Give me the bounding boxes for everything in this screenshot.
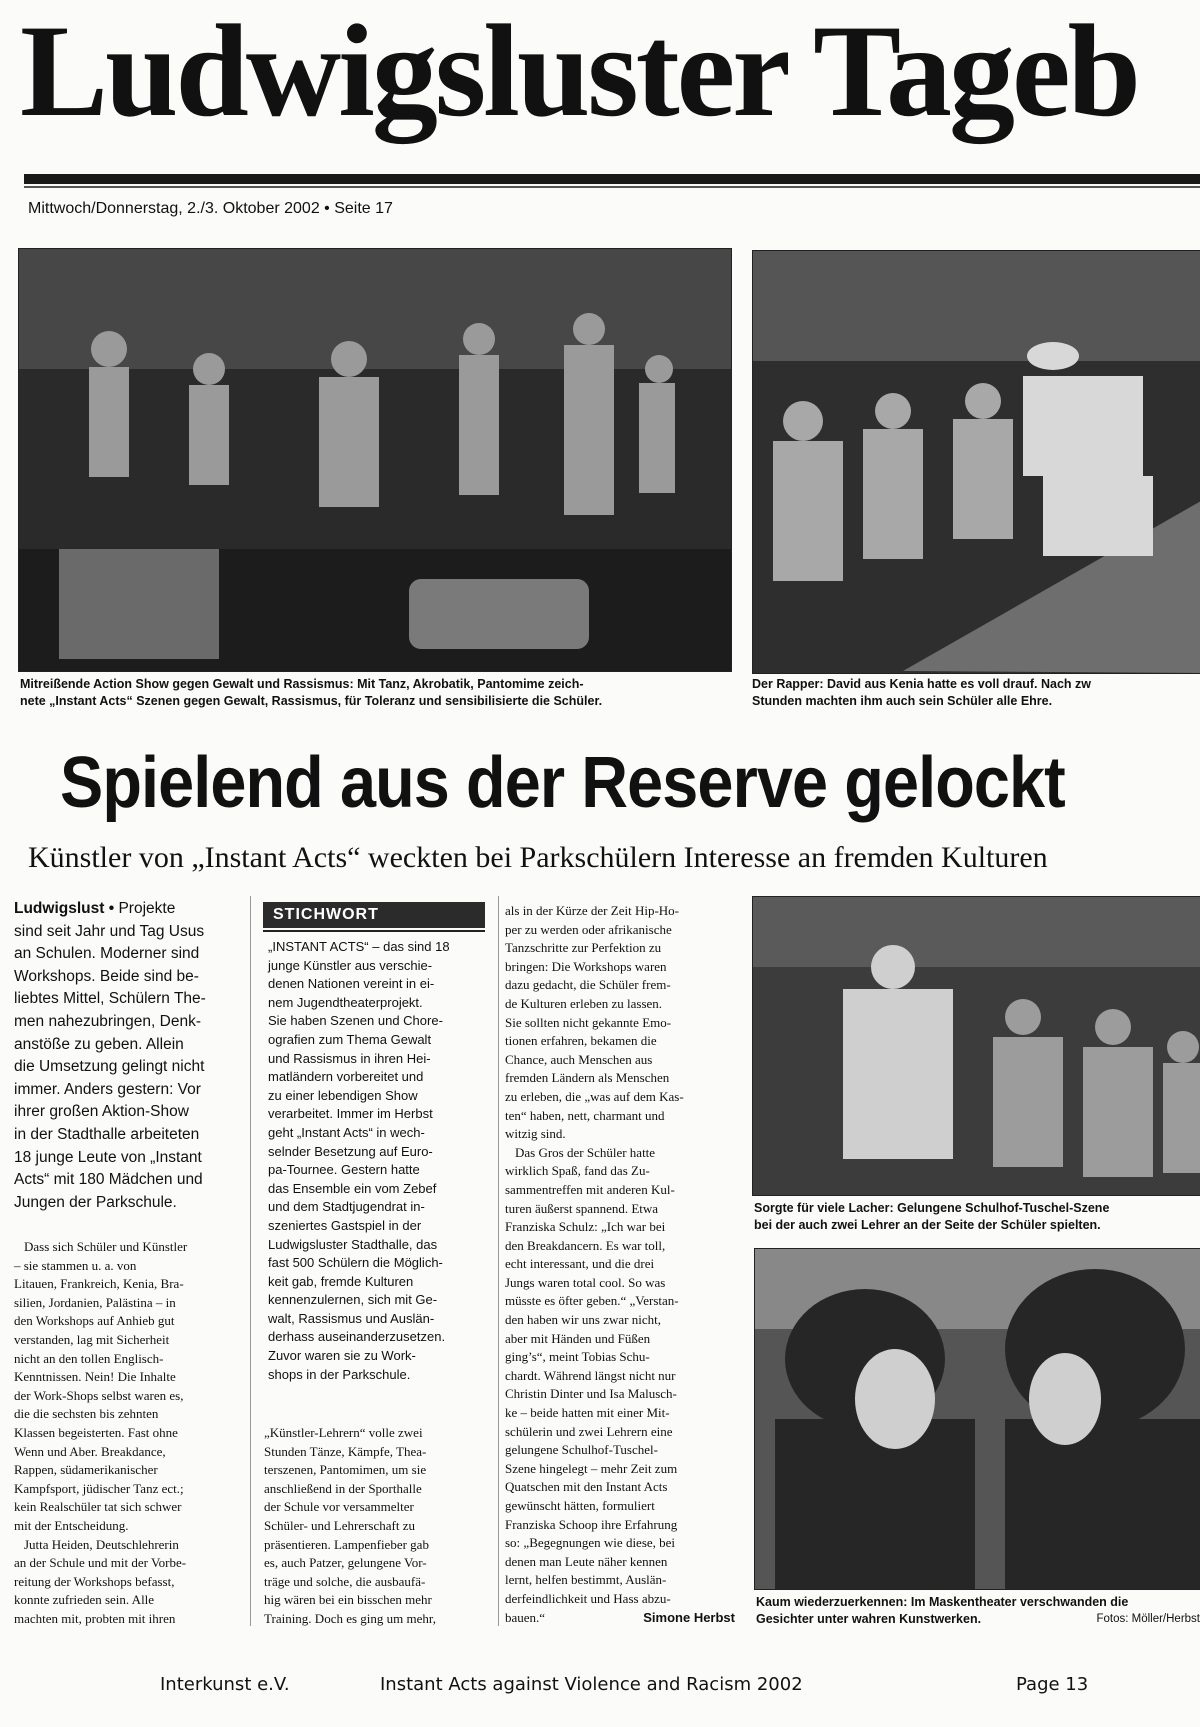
body-line: nicht an den tollen Englisch-: [14, 1350, 164, 1366]
photo-mask-theater: [754, 1248, 1200, 1590]
stichwort-line: szeniertes Gastspiel in der: [268, 1217, 422, 1233]
body-line: turen äußerst spannend. Etwa: [505, 1200, 659, 1216]
masthead-rule-thin: [24, 186, 1200, 188]
body-line: chardt. Während längst nicht nur: [505, 1367, 676, 1383]
caption-line: Mitreißende Action Show gegen Gewalt und Rassismus: Mit Tanz, Akrobatik, Pantomime zeich-: [20, 677, 584, 691]
body-line: Training. Doch es ging um mehr,: [264, 1610, 436, 1626]
column-divider: [250, 896, 251, 1626]
body-line: witzig sind.: [505, 1126, 566, 1142]
body-line: zu erleben, die „was auf dem Kas-: [505, 1088, 684, 1104]
body-line: Kenntnissen. Nein! Die Inhalte: [14, 1369, 176, 1385]
body-line: die die sechsten bis zehnten: [14, 1406, 159, 1422]
body-line: konnte zufrieden sein. Alle: [14, 1592, 155, 1608]
lead-line: Acts“ mit 180 Mädchen und: [14, 1171, 203, 1189]
body-line: ke – beide hatten mit einer Mit-: [505, 1405, 670, 1421]
body-line: Litauen, Frankreich, Kenia, Bra-: [14, 1276, 184, 1292]
stichwort-text: [268, 938, 488, 1384]
body-line: Sie sollten nicht gekannte Emo-: [505, 1014, 672, 1030]
lead-line: immer. Anders gestern: Vor: [14, 1080, 201, 1098]
stichwort-line: verarbeitet. Immer im Herbst: [268, 1106, 433, 1122]
body-line: wirklich Spaß, fand das Zu-: [505, 1163, 650, 1179]
body-line: müsste es öfter geben.“ „Verstan-: [505, 1293, 679, 1309]
caption-line-2: [756, 1611, 1200, 1628]
lead-line: anstöße zu geben. Allein: [14, 1035, 184, 1053]
lead-line: 18 junge Leute von „Instant: [14, 1148, 202, 1166]
body-line: silien, Jordanien, Palästina – in: [14, 1294, 176, 1310]
masthead-rule: [24, 174, 1200, 184]
stichwort-line: shops in der Parkschule.: [268, 1366, 411, 1382]
caption-line: nete „Instant Acts“ Szenen gegen Gewalt, Rassismus, für Toleranz und sensibilisierte die Schüler.: [20, 694, 603, 708]
body-line: Franziska Schoop ihre Erfahrung: [505, 1516, 678, 1532]
body-line: fremden Ländern als Menschen: [505, 1070, 670, 1086]
body-line: „Künstler-Lehrern“ volle zwei: [264, 1425, 423, 1440]
body-line: gewünscht hätten, formuliert: [505, 1498, 655, 1513]
body-line: sammentreffen mit anderen Kul-: [505, 1181, 675, 1197]
stichwort-line: denen Nationen vereint in ei-: [268, 976, 435, 992]
stichwort-line: selnder Besetzung auf Euro-: [268, 1143, 433, 1159]
caption-photo-rapper: [752, 676, 1200, 710]
body-line: den Workshops auf Anhieb gut: [14, 1313, 175, 1329]
body-line: als in der Kürze der Zeit Hip-Ho-: [505, 903, 679, 918]
stichwort-line: keit gab, fremde Kulturen: [268, 1273, 414, 1289]
body-line: Christin Dinter und Isa Malusch-: [505, 1386, 677, 1402]
stichwort-line: das Ensemble ein vom Zebef: [268, 1180, 437, 1196]
body-line: an der Schule und mit der Vorbe-: [14, 1555, 187, 1571]
body-line: Das Gros der Schüler hatte: [515, 1144, 656, 1160]
stichwort-line: und Rassismus in ihren Hei-: [268, 1050, 431, 1066]
body-line: der Schule vor versammelter: [264, 1499, 414, 1515]
caption-line: Kaum wiederzuerkennen: Im Maskentheater verschwanden die: [756, 1595, 1129, 1609]
body-line: hig wären bei ein bisschen mehr: [264, 1592, 432, 1608]
body-line: anschließend in der Sporthalle: [264, 1480, 422, 1496]
column-divider: [498, 896, 499, 1626]
caption-line: Stunden machten ihm auch sein Schüler alle Ehre.: [752, 694, 1053, 708]
stichwort-line: ografien zum Thema Gewalt: [268, 1031, 432, 1047]
lead-dateline: Ludwigslust •: [14, 900, 115, 917]
lead-line: liebtes Mittel, Schülern The-: [14, 990, 206, 1008]
body-line: tionen erfahren, bekamen die: [505, 1033, 657, 1049]
body-line: echt interessant, und die drei: [505, 1256, 655, 1272]
stichwort-line: „INSTANT ACTS“ – das sind 18: [268, 939, 450, 954]
article-column-2: [264, 1424, 488, 1629]
body-line: Wenn und Aber. Breakdance,: [14, 1443, 166, 1459]
body-line: es, auch Patzer, gelungene Vor-: [264, 1555, 427, 1571]
lead-line: sind seit Jahr und Tag Usus: [14, 922, 205, 940]
caption-photo-mask-theater: [756, 1594, 1200, 1628]
photo-credit: Fotos: Möller/Herbst: [1096, 1613, 1200, 1625]
body-line: mit der Entscheidung.: [14, 1517, 129, 1533]
body-line: Stunden Tänze, Kämpfe, Thea-: [264, 1443, 427, 1459]
body-line: aber mit Händen und Füßen: [505, 1330, 651, 1346]
body-line: Szene hingelegt – mehr Zeit zum: [505, 1460, 678, 1476]
stichwort-line: zu einer lebendigen Show: [268, 1087, 418, 1103]
article-author: Simone Herbst: [643, 1609, 735, 1625]
lead-line: ihrer großen Aktion-Show: [14, 1103, 189, 1121]
stichwort-line: junge Künstler aus verschie-: [268, 957, 433, 973]
body-line: terszenen, Pantomimen, um sie: [264, 1462, 427, 1478]
body-line: präsentieren. Lampenfieber gab: [264, 1536, 429, 1552]
stichwort-line: fast 500 Schülern die Möglich-: [268, 1255, 443, 1271]
caption-line: bei der auch zwei Lehrer an der Seite der Schüler spielten.: [754, 1218, 1101, 1232]
body-line: schülerin und zwei Lehrern eine: [505, 1423, 673, 1439]
body-line: Tanzschritte zur Perfektion zu: [505, 940, 662, 956]
body-line: verstanden, lag mit Sicherheit: [14, 1331, 170, 1347]
stichwort-line: kennenzulernen, sich mit Ge-: [268, 1292, 438, 1308]
photo-action-show: [18, 248, 732, 672]
body-line: per zu werden oder afrikanische: [505, 921, 672, 937]
body-line-last: [505, 1609, 735, 1628]
body-line: Schüler- und Lehrerschaft zu: [264, 1517, 415, 1533]
body-line: so: „Begegnungen wie diese, bei: [505, 1535, 676, 1551]
footer-organization: Interkunst e.V.: [160, 1674, 290, 1695]
article-lead: [14, 898, 244, 1214]
stichwort-line: walt, Rassismus und Auslän-: [268, 1310, 435, 1326]
caption-line: Sorgte für viele Lacher: Gelungene Schulhof-Tuschel-Szene: [754, 1201, 1110, 1215]
caption-photo-schulhof: [754, 1200, 1200, 1234]
article-subheadline: Künstler von „Instant Acts“ weckten bei Parkschülern Interesse an fremden Kulturen: [28, 841, 1048, 874]
lead-line-1: Ludwigslust • Projekte: [14, 900, 176, 917]
body-line: gelungene Schulhof-Tuschel-: [505, 1442, 658, 1458]
stichwort-line: Ludwigsluster Stadthalle, das: [268, 1236, 438, 1252]
caption-text: Gesichter unter wahren Kunstwerken.: [756, 1612, 982, 1626]
body-line: lernt, helfen bestimmt, Auslän-: [505, 1572, 667, 1588]
lead-line: in der Stadthalle arbeiteten: [14, 1125, 200, 1143]
body-line: Quatschen mit den Instant Acts: [505, 1479, 668, 1495]
body-line: Kampfsport, jüdischer Tanz ect.;: [14, 1480, 184, 1496]
lead-line: Jungen der Parkschule.: [14, 1193, 177, 1211]
closing-text: bauen.“: [505, 1609, 546, 1625]
lead-line: die Umsetzung gelingt nicht: [14, 1058, 205, 1076]
lead-line: an Schulen. Moderner sind: [14, 945, 200, 963]
stichwort-line: geht „Instant Acts“ in wech-: [268, 1124, 425, 1140]
body-line: derfeindlichkeit und Hass abzu-: [505, 1590, 671, 1606]
body-line: – sie stammen u. a. von: [14, 1257, 137, 1273]
stichwort-rule: [263, 930, 485, 932]
body-line: Chance, auch Menschen aus: [505, 1051, 653, 1067]
body-line: der Work-Shops selbst waren es,: [14, 1387, 184, 1403]
body-line: dazu gedacht, die Schüler frem-: [505, 977, 671, 993]
body-line: den Breakdancern. Es war toll,: [505, 1237, 666, 1253]
stichwort-line: und dem Stadtjugendrat in-: [268, 1199, 425, 1215]
stichwort-line: derhass auseinanderzusetzen.: [268, 1329, 446, 1345]
lead-line: men nahezubringen, Denk-: [14, 1012, 201, 1030]
article-column-1: [14, 1238, 240, 1628]
caption-photo-action-show: [20, 676, 732, 710]
body-line: Jutta Heiden, Deutschlehrerin: [24, 1536, 179, 1552]
body-line: Franziska Schulz: „Ich war bei: [505, 1219, 666, 1235]
body-line: machten mit, probten mit ihren: [14, 1610, 176, 1626]
lead-line: Workshops. Beide sind be-: [14, 967, 199, 985]
photo-schulhof-scene: [752, 896, 1200, 1196]
body-line: bringen: Die Workshops waren: [505, 958, 667, 974]
body-line: kein Realschüler tat sich schwer: [14, 1499, 182, 1515]
body-line: ten“ haben, nett, charmant und: [505, 1107, 665, 1123]
body-line: Jungs waren total cool. So was: [505, 1274, 666, 1290]
footer-page-number: Page 13: [1016, 1674, 1089, 1695]
body-line: de Kulturen erleben zu lassen.: [505, 995, 663, 1011]
article-headline: Spielend aus der Reserve gelockt: [60, 743, 1065, 823]
stichwort-line: Zuvor waren sie zu Work-: [268, 1348, 416, 1364]
body-line: träge und solche, die ausbaufä-: [264, 1573, 426, 1589]
stichwort-line: Sie haben Szenen und Chore-: [268, 1013, 443, 1029]
body-line: ging’s“, meint Tobias Schu-: [505, 1349, 650, 1365]
body-line: reitung der Workshops befasst,: [14, 1573, 175, 1589]
stichwort-line: nem Jugendtheaterprojekt.: [268, 994, 423, 1010]
body-line: denen man Leute näher kennen: [505, 1553, 668, 1569]
stichwort-line: pa-Tournee. Gestern hatte: [268, 1162, 420, 1178]
body-line: den haben wir uns zwar nicht,: [505, 1312, 661, 1328]
caption-line: Der Rapper: David aus Kenia hatte es voll drauf. Nach zw: [752, 677, 1091, 691]
stichwort-line: matländern vorbereitet und: [268, 1069, 424, 1085]
stichwort-label: STICHWORT: [263, 902, 485, 928]
body-line: Rappen, südamerikanischer: [14, 1462, 158, 1478]
footer-title: Instant Acts against Violence and Racism 2002: [380, 1674, 803, 1695]
article-column-3: [505, 902, 735, 1627]
body-line: Dass sich Schüler und Künstler: [24, 1239, 188, 1254]
issue-dateline: Mittwoch/Donnerstag, 2./3. Oktober 2002 • Seite 17: [28, 200, 393, 217]
body-line: Klassen begeisterten. Fast ohne: [14, 1424, 178, 1440]
newspaper-masthead: Ludwigsluster Tageb: [20, 0, 1138, 144]
photo-rapper: [752, 250, 1200, 674]
